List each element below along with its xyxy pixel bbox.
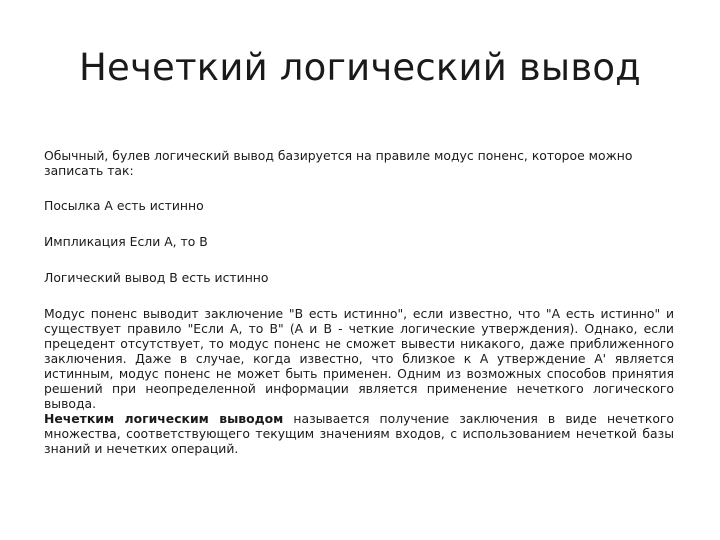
definition-text: называется получение заключения в виде нечеткого множества, соответствующего текущим значениям входов, с использованием нечеткой базы знаний и нечетких операций. xyxy=(44,411,674,456)
conclusion-line: Логический вывод В есть истинно xyxy=(44,270,269,285)
definition-term: Нечетким логическим выводом xyxy=(44,411,284,426)
slide-body xyxy=(44,148,674,456)
premise-line: Посылка А есть истинно xyxy=(44,198,204,213)
slide-title: Нечеткий логический вывод xyxy=(79,46,641,89)
definition-paragraph xyxy=(44,411,674,456)
modus-ponens-paragraph: Модус поненс выводит заключение "В есть истинно", если известно, что "А есть истинно" и существует правило "Если А, то В" (А и В - четкие логические утверждения). Однако, если прецедент отсутствует, то модус поненс не сможет вывести никакого, даже приближенного заключения. Даже в случае, когда известно, что близкое к А утверждение А' является истинным, модус поненс не может быть применен. Одним из возможных способов принятия решений при неопределенной информации является применение нечеткого логического вывода. xyxy=(44,306,674,411)
implication-line: Импликация Если А, то В xyxy=(44,234,208,249)
intro-paragraph: Обычный, булев логический вывод базируется на правиле модус поненс, которое можно записать так: xyxy=(44,148,633,178)
